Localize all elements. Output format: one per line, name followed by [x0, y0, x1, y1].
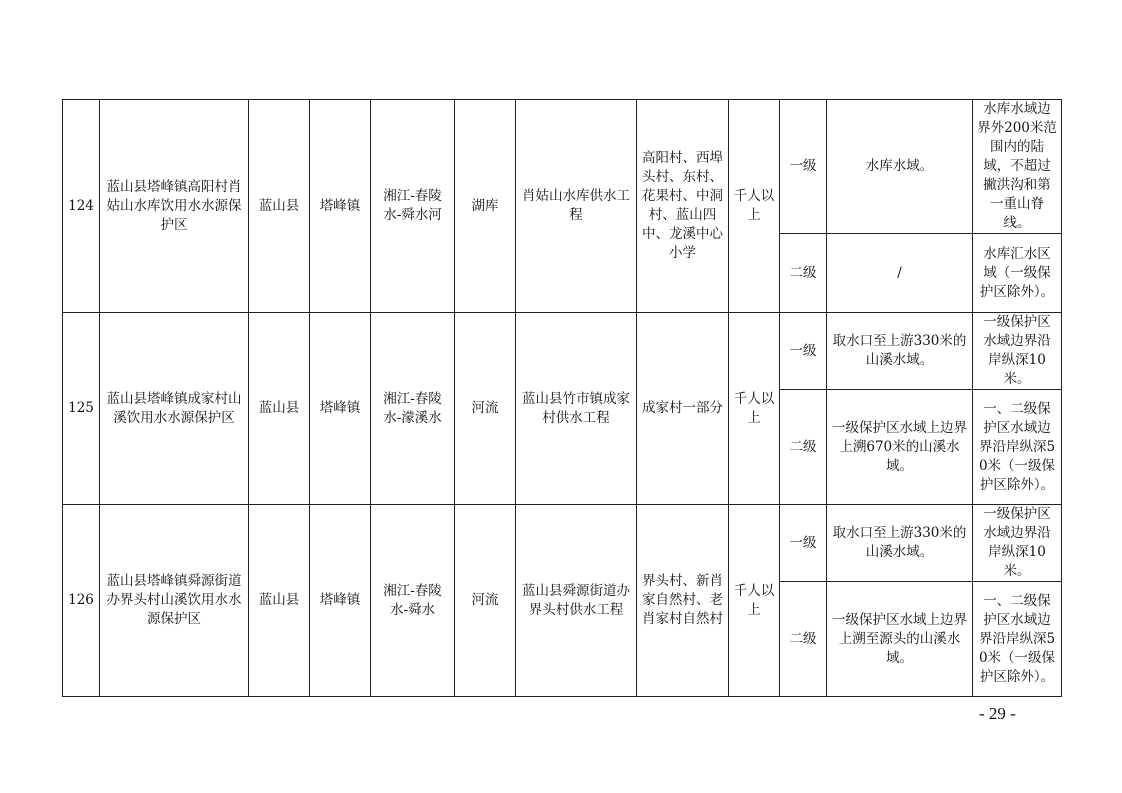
- town: 塔峰镇: [310, 313, 371, 505]
- protection-level: 二级: [780, 390, 827, 505]
- served-villages: 高阳村、西埠头村、东村、花果村、中洞村、蓝山四中、龙溪中心小学: [637, 100, 729, 313]
- county: 蓝山县: [249, 100, 310, 313]
- supply-project: 肖姑山水库供水工程: [516, 100, 637, 313]
- table-row: [63, 313, 1062, 390]
- service-scale: 千人以上: [729, 313, 780, 505]
- river-basin: 湘江-春陵水-濛溪水: [371, 313, 455, 505]
- page-number: - 29 -: [979, 704, 1016, 723]
- water-area-scope: /: [827, 234, 973, 313]
- served-villages: 界头村、新肖家自然村、老肖家村自然村: [637, 505, 729, 697]
- served-villages: 成家村一部分: [637, 313, 729, 505]
- supply-project: 蓝山县舜源街道办界头村供水工程: [516, 505, 637, 697]
- town: 塔峰镇: [310, 505, 371, 697]
- water-source-type: 湖库: [455, 100, 516, 313]
- row-number: 126: [63, 505, 100, 697]
- land-area-scope: 一级保护区水域边界沿岸纵深10米。: [973, 313, 1062, 390]
- county: 蓝山县: [249, 505, 310, 697]
- protection-zone-table: [62, 99, 1062, 697]
- water-area-scope: 一级保护区水域上边界上溯至源头的山溪水域。: [827, 582, 973, 697]
- land-area-scope: 一、二级保护区水域边界沿岸纵深50米（一级保护区除外）。: [973, 582, 1062, 697]
- water-area-scope: 一级保护区水域上边界上溯670米的山溪水域。: [827, 390, 973, 505]
- water-source-type: 河流: [455, 313, 516, 505]
- protection-level: 一级: [780, 313, 827, 390]
- land-area-scope: 水库水域边界外200米范围内的陆域，不超过撇洪沟和第一重山脊线。: [973, 100, 1062, 234]
- service-scale: 千人以上: [729, 100, 780, 313]
- protection-level: 一级: [780, 100, 827, 234]
- service-scale: 千人以上: [729, 505, 780, 697]
- protection-level: 二级: [780, 234, 827, 313]
- land-area-scope: 一级保护区水域边界沿岸纵深10米。: [973, 505, 1062, 582]
- water-area-scope: 水库水域。: [827, 100, 973, 234]
- land-area-scope: 一、二级保护区水域边界沿岸纵深50米（一级保护区除外）。: [973, 390, 1062, 505]
- table-row: [63, 100, 1062, 234]
- river-basin: 湘江-春陵水-舜水: [371, 505, 455, 697]
- protection-level: 二级: [780, 582, 827, 697]
- land-area-scope: 水库汇水区域（一级保护区除外）。: [973, 234, 1062, 313]
- row-number: 125: [63, 313, 100, 505]
- table-row: [63, 505, 1062, 582]
- water-area-scope: 取水口至上游330米的山溪水域。: [827, 505, 973, 582]
- supply-project: 蓝山县竹市镇成家村供水工程: [516, 313, 637, 505]
- water-source-type: 河流: [455, 505, 516, 697]
- town: 塔峰镇: [310, 100, 371, 313]
- row-number: 124: [63, 100, 100, 313]
- water-area-scope: 取水口至上游330米的山溪水域。: [827, 313, 973, 390]
- protection-level: 一级: [780, 505, 827, 582]
- zone-name: 蓝山县塔峰镇高阳村肖姑山水库饮用水水源保护区: [100, 100, 249, 313]
- county: 蓝山县: [249, 313, 310, 505]
- river-basin: 湘江-春陵水-舜水河: [371, 100, 455, 313]
- zone-name: 蓝山县塔峰镇舜源街道办界头村山溪饮用水水源保护区: [100, 505, 249, 697]
- zone-name: 蓝山县塔峰镇成家村山溪饮用水水源保护区: [100, 313, 249, 505]
